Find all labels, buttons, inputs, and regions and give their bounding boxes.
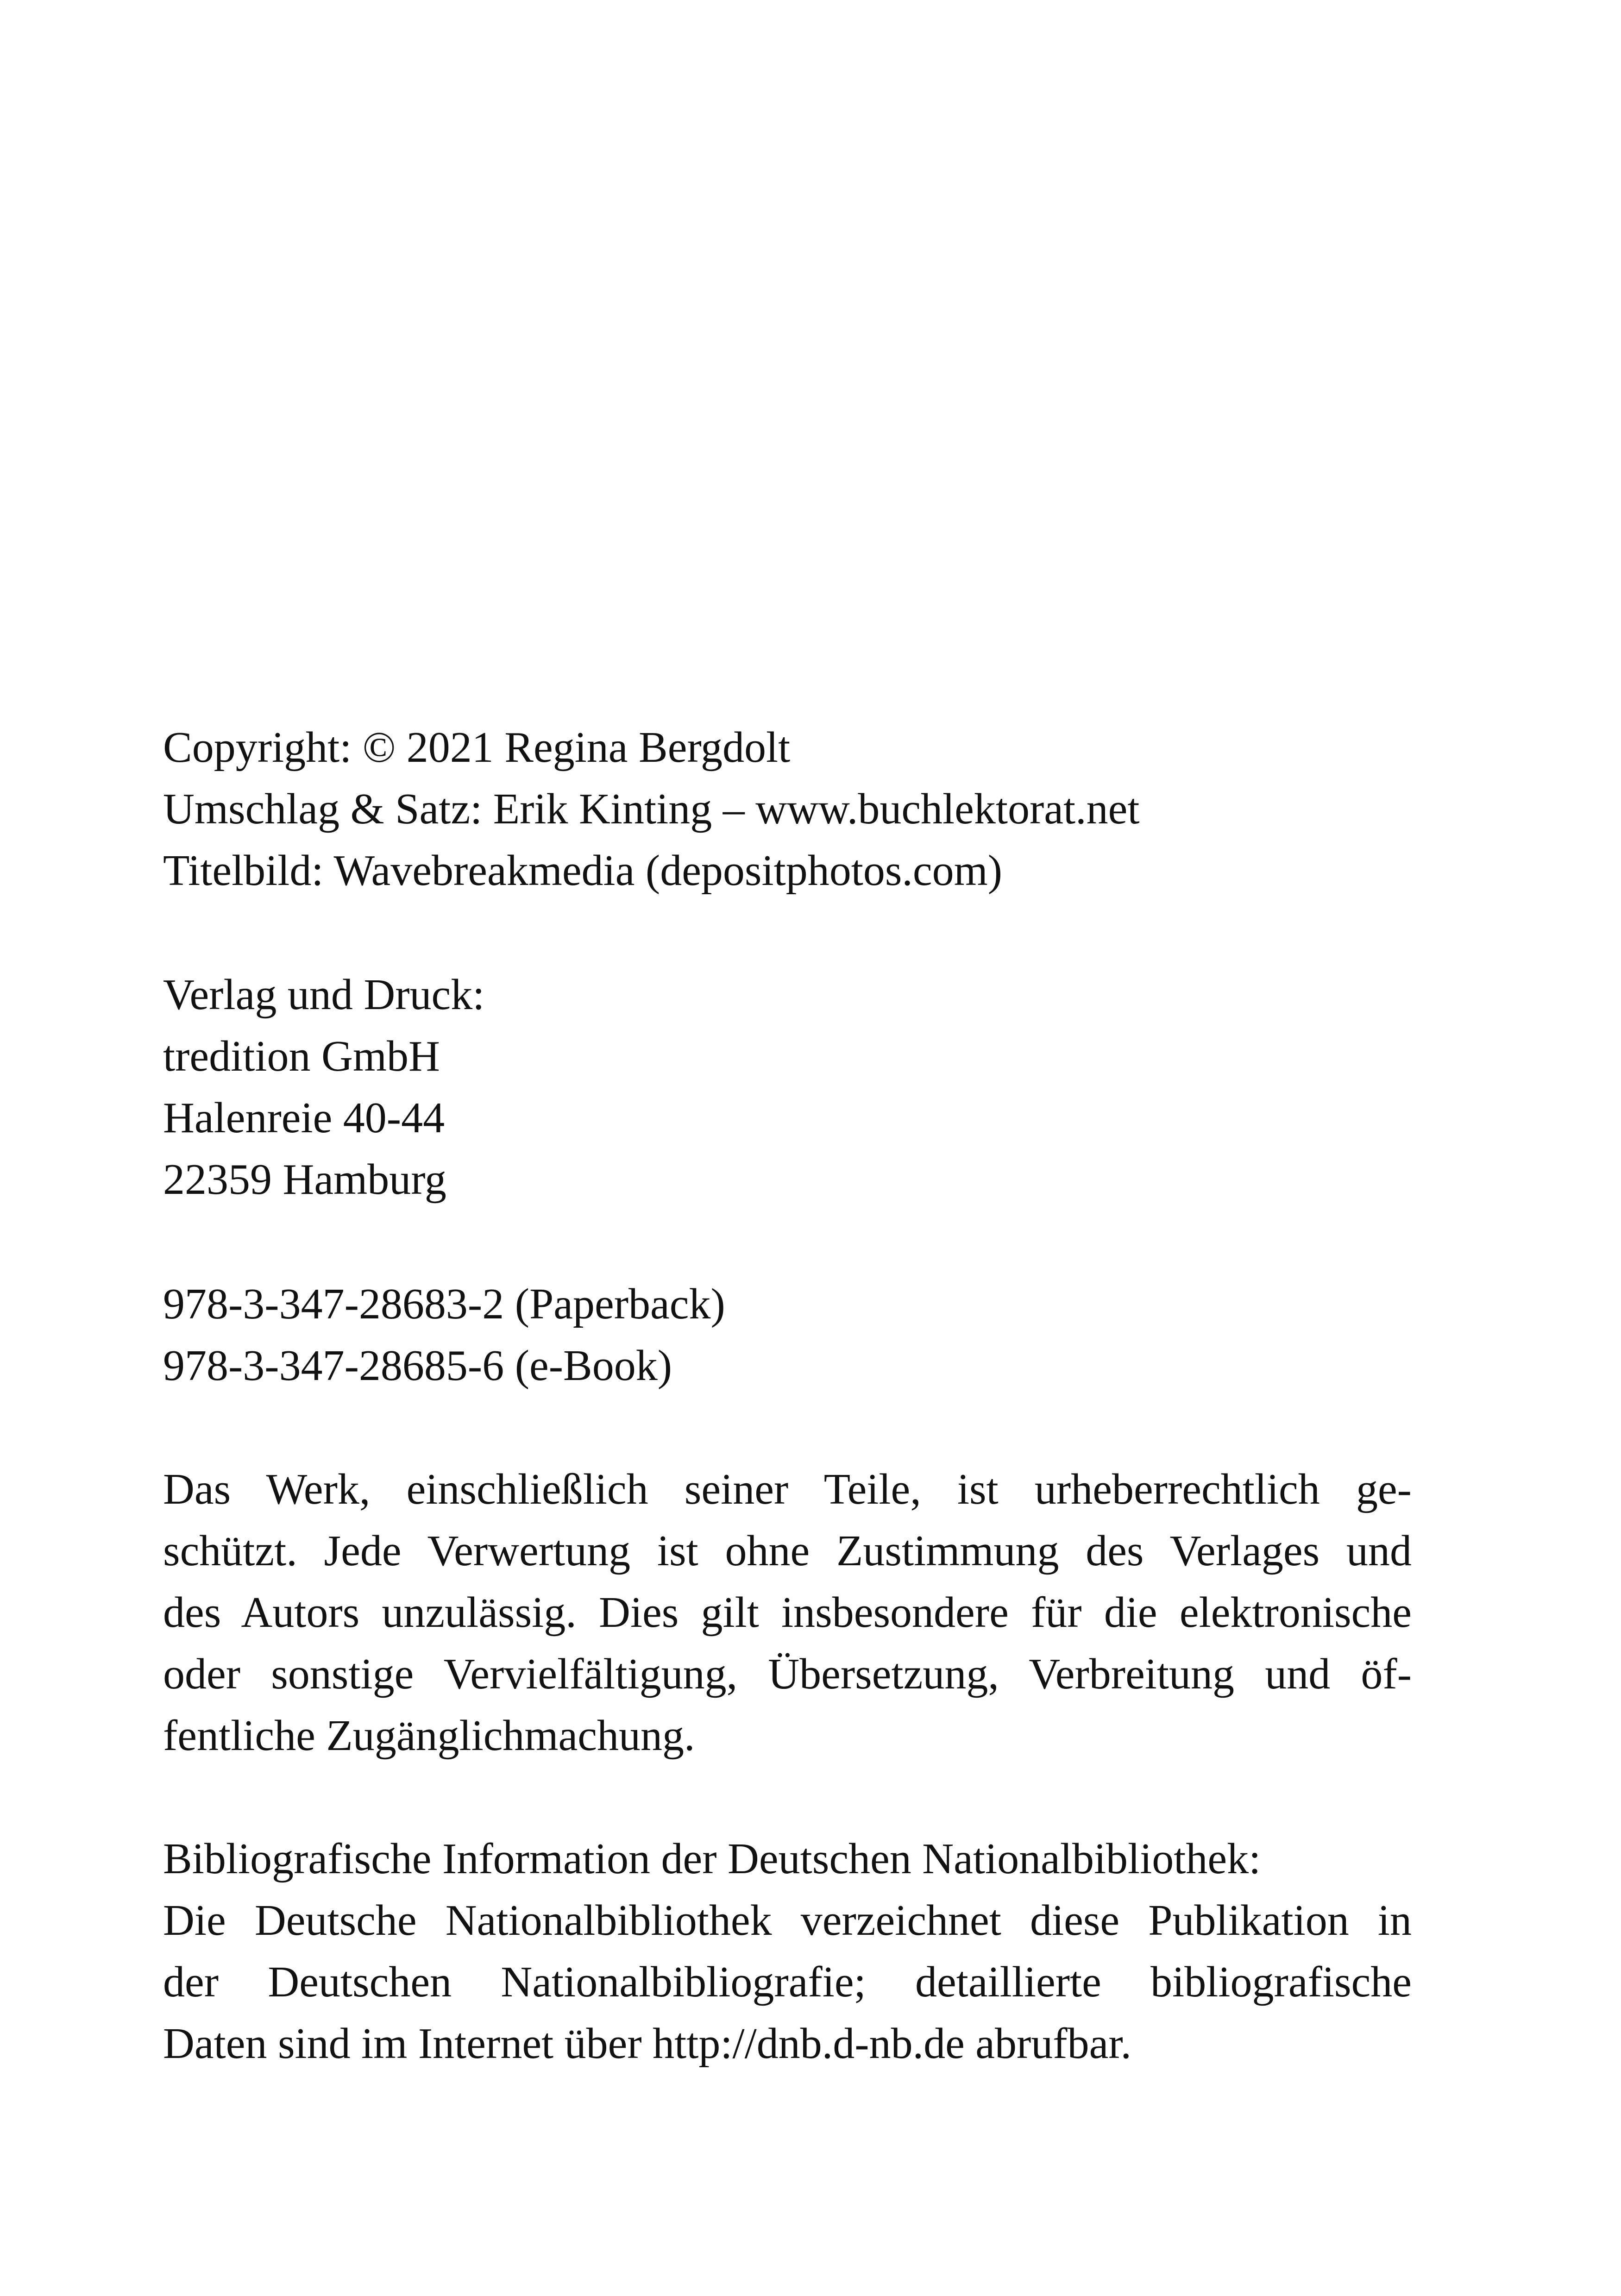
rights-notice-line: oder sonstige Vervielfältigung, Übersetzung, Verbreitung und öf- xyxy=(163,1650,1412,1698)
credits-block xyxy=(163,717,1412,902)
copyright-line: Copyright: © 2021 Regina Bergdolt xyxy=(163,723,791,772)
rights-notice-paragraph xyxy=(163,1459,1412,1767)
rights-notice-line: des Autors unzulässig. Dies gilt insbesondere für die elektronische xyxy=(163,1588,1412,1637)
cover-typesetting-line: Umschlag & Satz: Erik Kinting – www.buchlektorat.net xyxy=(163,785,1140,833)
bibliographic-info-line: Die Deutsche Nationalbibliothek verzeichnet diese Publikation in xyxy=(163,1896,1412,1945)
publisher-label: Verlag und Druck: xyxy=(163,971,485,1019)
rights-notice-line: fentliche Zugänglichmachung. xyxy=(163,1712,695,1760)
rights-notice-line: schützt. Jede Verwertung ist ohne Zustimmung des Verlages und xyxy=(163,1527,1412,1575)
isbn-paperback: 978-3-347-28683-2 (Paperback) xyxy=(163,1280,725,1328)
bibliographic-info-line: Daten sind im Internet über http://dnb.d-nb.de abrufbar. xyxy=(163,2020,1131,2068)
publisher-street: Halenreie 40-44 xyxy=(163,1094,445,1142)
isbn-block xyxy=(163,1273,1412,1397)
bibliographic-info-heading: Bibliografische Information der Deutschen Nationalbibliothek: xyxy=(163,1835,1261,1883)
publisher-block xyxy=(163,964,1412,1211)
bibliographic-info-block xyxy=(163,1828,1412,2075)
isbn-ebook: 978-3-347-28685-6 (e-Book) xyxy=(163,1342,672,1390)
bibliographic-info-line: der Deutschen Nationalbibliografie; detaillierte bibliografische xyxy=(163,1958,1412,2006)
cover-image-line: Titelbild: Wavebreakmedia (depositphotos.com) xyxy=(163,847,1003,895)
publisher-name: tredition GmbH xyxy=(163,1032,440,1080)
publisher-city: 22359 Hamburg xyxy=(163,1155,446,1204)
rights-notice-line: Das Werk, einschließlich seiner Teile, ist urheberrechtlich ge- xyxy=(163,1465,1412,1513)
